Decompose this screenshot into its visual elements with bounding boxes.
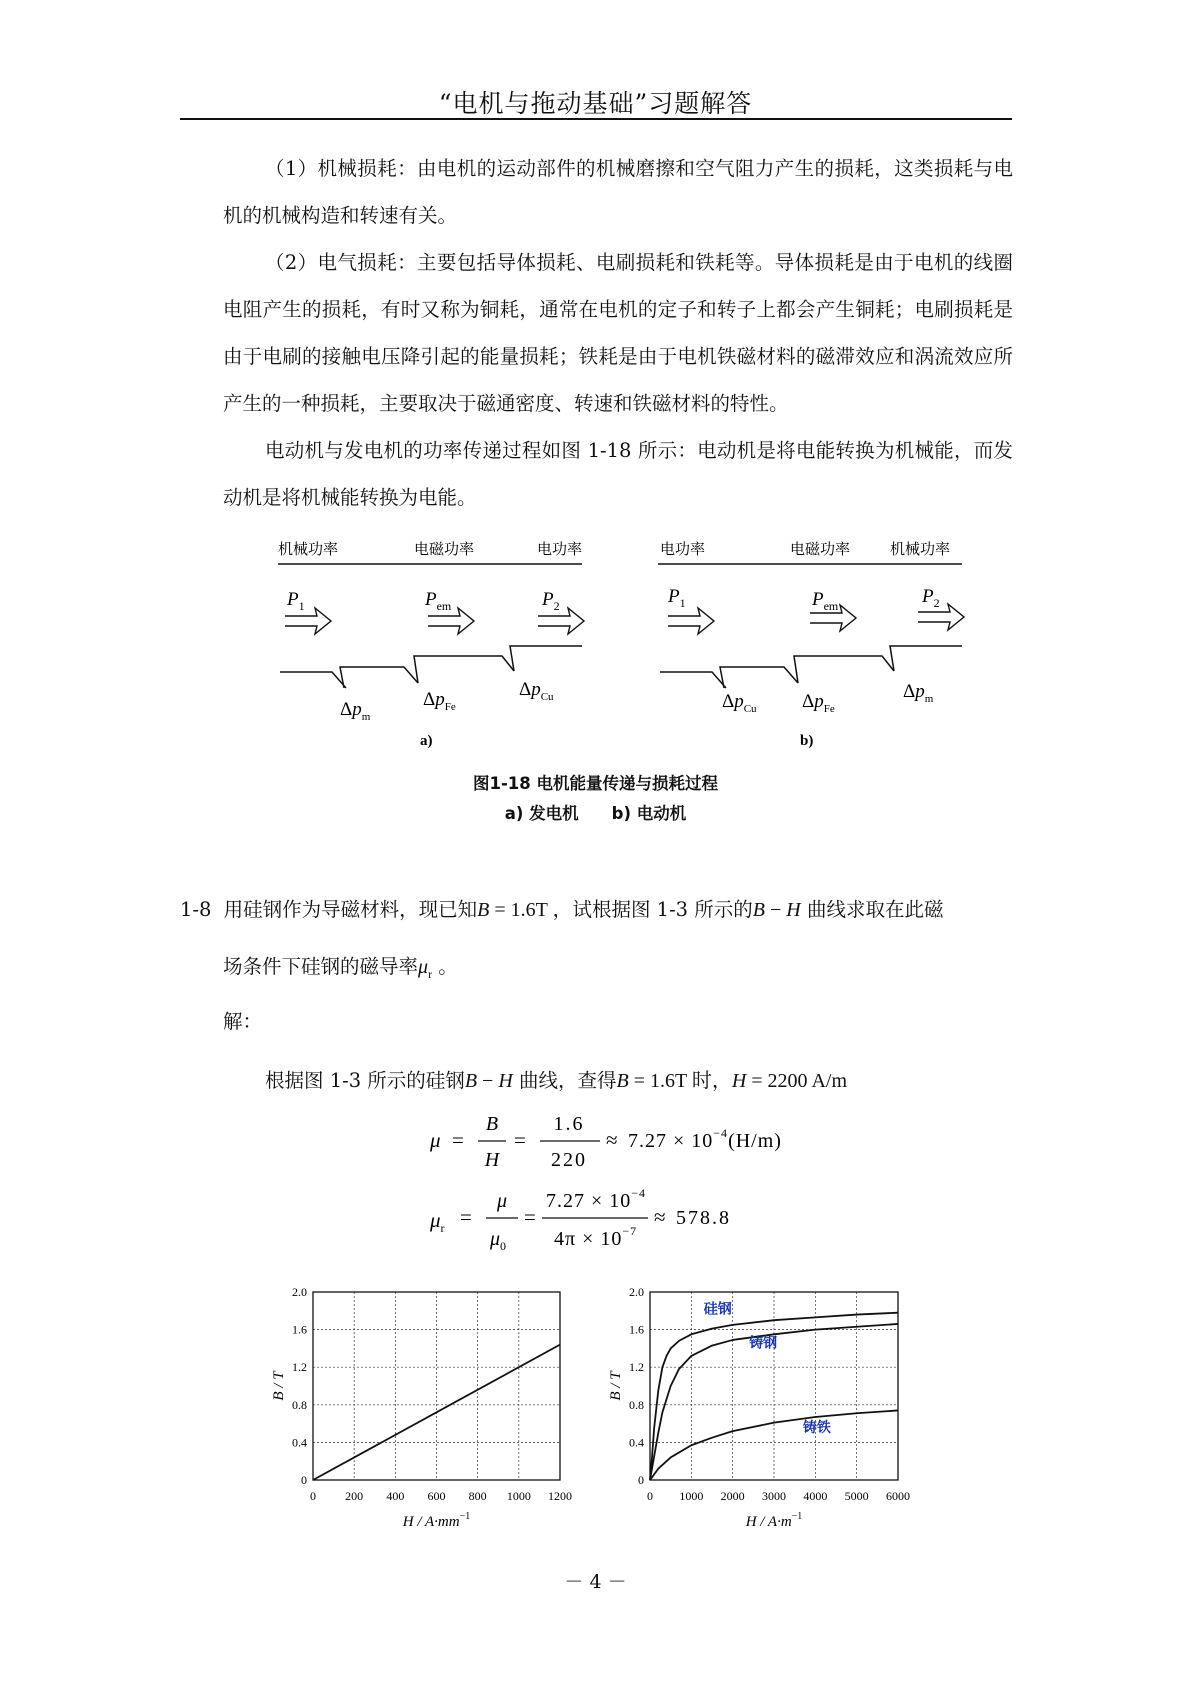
panel-a-loss-line-2 (340, 667, 418, 688)
problem-mu-sub: r (428, 966, 433, 981)
problem-text-d: 场条件下硅钢的磁导率 (223, 955, 419, 978)
panel-a-header-3: 电功率 (537, 542, 583, 558)
equation-mu-r (430, 1180, 830, 1270)
bh-chart-linear (255, 1280, 585, 1550)
chart-right-x-tick-label: 6000 (886, 1489, 910, 1503)
problem-curve-B: B (752, 899, 766, 921)
panel-a-power-1: $P_1$ (287, 589, 305, 613)
header-title: “电机与拖动基础”习题解答 (438, 89, 753, 118)
chart-right-y-tick-label: 0 (638, 1473, 644, 1487)
chart-left-x-tick-label: 600 (427, 1489, 446, 1503)
panel-a-label: a) (420, 733, 433, 749)
panel-b-loss-3: $\Delta p_m$ (903, 681, 934, 705)
panel-b-power-2: $P_{em}$ (812, 589, 839, 613)
chart-left-y-tick-label: 0 (301, 1473, 307, 1487)
eq2-lhs: $\mu_r$ (430, 1208, 445, 1235)
problem-text-c: 曲线求取在此磁 (800, 898, 944, 921)
paragraph-mechanical-loss: （1）机械损耗：由电机的运动部件的机械磨擦和空气阻力产生的损耗，这类损耗与电机的机械构造和转速有关。 (223, 157, 1013, 227)
paragraph-electrical-loss: （2）电气损耗：主要包括导体损耗、电刷损耗和铁耗等。导体损耗是由于电机的线圈电阻产生的损耗，有时又称为铜耗，通常在电机的定子和转子上都会产生铜耗；电刷损耗是由于电刷的接触电压降引起的能量损耗；铁耗是由于电机铁磁材料的磁滞效应和涡流效应所产生的一种损耗，主要取决于磁通密度、转速和铁磁材料的特性。 (223, 251, 1013, 415)
chart-right-x-tick-label: 5000 (844, 1489, 869, 1503)
eq1-lhs: μ (430, 1128, 441, 1152)
chart-right-y-tick-label: 0.8 (629, 1397, 644, 1412)
panel-a-header-1: 机械功率 (278, 542, 339, 558)
panel-b-header-1: 电功率 (660, 542, 706, 558)
solution-H2: H (731, 1070, 747, 1092)
figure-subcaption: a) 发电机 b) 电动机 (504, 804, 687, 823)
problem-text-a: 用硅钢作为导磁材料，现已知 (223, 898, 478, 921)
panel-a-loss-line-3 (414, 656, 514, 683)
solution-B2: B (616, 1070, 629, 1092)
solution-H: H (498, 1070, 513, 1092)
chart-right-y-tick-label: 1.2 (629, 1360, 644, 1375)
figure-1-18 (0, 530, 1191, 760)
chart-right-y-tick-label: 2.0 (629, 1285, 644, 1299)
eq1-equals-2: = (514, 1128, 526, 1152)
eq2-equals-2: = (524, 1205, 536, 1229)
panel-b-header-3: 机械功率 (890, 542, 951, 558)
eq2-frac2-num: $7.27 \times 10^{-4}$ (546, 1186, 647, 1212)
equation-mu (430, 1100, 830, 1180)
problem-number: 1-8 (180, 898, 212, 921)
panel-a-power-2: $P_{em}$ (425, 589, 452, 613)
eq1-frac2-den: 220 (551, 1149, 587, 1171)
bh-chart-materials (608, 1280, 920, 1550)
chart-right-series-label: 铸铁 (802, 1421, 831, 1437)
chart-left-x-tick-label: 1000 (506, 1489, 531, 1503)
eq2-result: 578.8 (676, 1207, 731, 1229)
panel-b-header-2: 电磁功率 (790, 542, 851, 558)
panel-a-loss-1: $\Delta p_m$ (340, 699, 371, 723)
eq2-approx: ≈ (654, 1205, 666, 1229)
chart-left-y-axis-label: B / T (271, 1371, 287, 1401)
problem-statement-cont (223, 951, 458, 982)
panel-a-power-3: $P_2$ (542, 589, 560, 613)
solution-line (265, 1064, 847, 1093)
eq2-frac1-den: $\mu_0$ (489, 1228, 507, 1253)
chart-left-x-tick-label: 1200 (548, 1489, 572, 1503)
eq1-result: $7.27 \times 10^{-4}(H/m)$ (628, 1126, 782, 1152)
body-text (223, 145, 1013, 521)
panel-b-loss-2: $\Delta p_{Fe}$ (802, 691, 835, 715)
chart-right-y-tick-label: 1.6 (629, 1322, 644, 1337)
panel-b-loss-line-1 (660, 672, 726, 688)
chart-right-y-tick-label: 0.4 (629, 1435, 644, 1450)
eq1-equals-1: = (452, 1128, 464, 1152)
chart-left-y-tick-label: 0.4 (292, 1435, 307, 1450)
panel-a-header-2: 电磁功率 (414, 542, 475, 558)
solution-text-a: 根据图 1-3 所示的硅钢 (265, 1069, 465, 1092)
figure-panel-a (278, 540, 584, 749)
problem-curve-dash: − (765, 899, 787, 921)
solution-text-c: = 1.6T 时， (628, 1070, 732, 1092)
panel-b-loss-line-3 (794, 656, 894, 683)
chart-right-x-tick-label: 2000 (720, 1489, 745, 1503)
panel-a-loss-line-4 (510, 646, 582, 671)
chart-left-y-tick-label: 1.2 (292, 1360, 307, 1375)
problem-mu: μ (418, 956, 429, 978)
problem-text-b: 试根据图 1-3 所示的 (572, 898, 753, 921)
problem-cond-eq: = 1.6T ， (489, 899, 573, 921)
chart-right-x-tick-label: 1000 (679, 1489, 704, 1503)
eq2-frac2-den: $4\pi \times 10^{-7}$ (554, 1224, 638, 1250)
chart-right-x-tick-label: 0 (647, 1489, 653, 1503)
problem-text-e: 。 (432, 955, 458, 978)
problem-cond-B: B (477, 899, 490, 921)
eq2-frac1-num: μ (496, 1190, 508, 1212)
header-rule (180, 118, 1012, 120)
chart-right-x-tick-label: 4000 (803, 1489, 828, 1503)
solution-dash: − (477, 1070, 499, 1092)
panel-b-arrow-1 (668, 608, 714, 634)
problem-statement (180, 893, 1020, 922)
chart-left-x-axis-label: $H / A\cdot mm^{-1}$ (402, 1511, 471, 1530)
solution-text-d: = 2200 A/m (746, 1070, 848, 1092)
chart-left-y-tick-label: 1.6 (292, 1322, 307, 1337)
panel-a-loss-line-1 (280, 672, 346, 688)
panel-b-loss-1: $\Delta p_{Cu}$ (722, 691, 757, 715)
chart-left-x-tick-label: 400 (386, 1489, 405, 1503)
eq1-frac2-num: 1.6 (553, 1113, 585, 1135)
problem-curve-H: H (786, 899, 801, 921)
panel-b-label: b) (800, 733, 814, 749)
chart-left-x-tick-label: 800 (468, 1489, 487, 1503)
panel-b-arrow-3 (918, 604, 964, 630)
panel-b-power-1: $P_1$ (668, 586, 686, 610)
page-number: － 4 － (564, 1571, 627, 1593)
chart-right-y-axis-label: B / T (608, 1371, 624, 1401)
panel-a-loss-2: $\Delta p_{Fe}$ (423, 689, 456, 713)
figure-panel-b (658, 540, 964, 749)
solution-text-b: 曲线，查得 (512, 1069, 617, 1092)
panel-a-arrow-3 (538, 608, 584, 634)
chart-right-x-axis-label: $H / A\cdot m^{-1}$ (745, 1511, 803, 1530)
panel-a-arrow-1 (285, 608, 331, 634)
solution-B: B (464, 1070, 478, 1092)
paragraph-power-transfer: 电动机与发电机的功率传递过程如图 1-18 所示：电动机是将电能转换为机械能，而发动机是将机械能转换为电能。 (223, 439, 1013, 509)
panel-b-loss-line-2 (720, 667, 798, 688)
chart-left-y-tick-label: 0.8 (292, 1397, 307, 1412)
chart-right-series-label: 硅钢 (703, 1302, 732, 1318)
eq1-frac1-den: H (484, 1149, 500, 1171)
panel-b-power-3: $P_2$ (922, 586, 940, 610)
eq2-equals-1: = (460, 1205, 472, 1229)
eq1-approx: ≈ (606, 1128, 618, 1152)
chart-left-x-tick-label: 200 (345, 1489, 364, 1503)
chart-right-series-label: 铸钢 (749, 1336, 778, 1352)
chart-left-x-tick-label: 0 (310, 1489, 316, 1503)
eq1-frac1-num: B (485, 1113, 499, 1135)
chart-left-y-tick-label: 2.0 (292, 1285, 307, 1299)
panel-a-loss-3: $\Delta p_{Cu}$ (519, 679, 554, 703)
chart-right-x-tick-label: 3000 (762, 1489, 786, 1503)
figure-caption: 图1-18 电机能量传递与损耗过程 (472, 774, 719, 793)
panel-b-loss-line-4 (890, 646, 962, 671)
solution-label: 解： (223, 1010, 263, 1033)
